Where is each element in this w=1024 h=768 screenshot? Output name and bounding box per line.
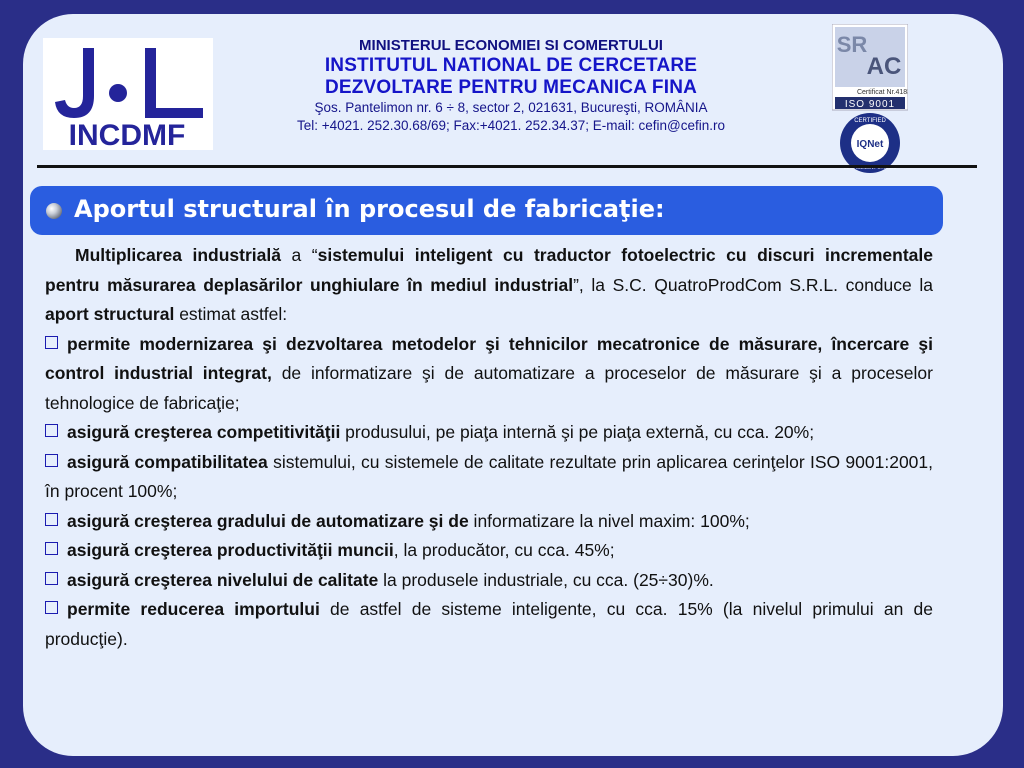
checkbox-bullet-icon <box>45 572 58 585</box>
list-item: asigură creşterea nivelului de calitate la produsele industriale, cu cca. (25÷30)%. <box>45 566 933 596</box>
institute-contact: Tel: +4021. 252.30.68/69; Fax:+4021. 252.34.37; E-mail: cefin@cefin.ro <box>297 118 725 133</box>
incdmf-logo-text: INCDMF <box>68 119 186 150</box>
checkbox-bullet-icon <box>45 454 58 467</box>
intro-paragraph: Multiplicarea industrială a “sistemului inteligent cu traductor fotoelectric cu discuri incrementale pentru măsurarea deplasărilor unghiulare în mediul industrial”, la S.C. QuatroProdCom S.R.L. conduce la aport structural estimat astfel: <box>45 245 933 324</box>
incdmf-logo <box>43 38 213 150</box>
institute-name-line2: DEZVOLTARE PENTRU MECANICA FINA <box>324 77 698 98</box>
svg-text:ISO 9001: ISO 9001 <box>844 99 896 110</box>
list-item: asigură creşterea productivităţii muncii, la producător, cu cca. 45%; <box>45 536 933 566</box>
slide-body <box>45 241 933 654</box>
svg-text:IQNet: IQNet <box>856 139 884 150</box>
svg-text:Certificat Nr.4183: Certificat Nr.4183 <box>856 89 908 96</box>
checkbox-bullet-icon <box>45 336 58 349</box>
list-item: asigură creşterea competitivităţii produsului, pe piaţa internă şi pe piaţa externă, cu cca. 20%; <box>45 418 933 448</box>
header-institution <box>236 36 786 135</box>
checkbox-bullet-icon <box>45 542 58 555</box>
svg-text:AC: AC <box>866 53 902 80</box>
list-item: asigură creşterea gradului de automatizare şi de informatizare la nivel maxim: 100%; <box>45 507 933 537</box>
institute-address: Şos. Pantelimon nr. 6 ÷ 8, sector 2, 021631, Bucureşti, ROMÂNIA <box>314 100 708 115</box>
list-item: asigură compatibilitatea sistemului, cu sistemele de calitate rezultate prin aplicarea cerinţelor ISO 9001:2001, în procent 100%; <box>45 451 934 501</box>
section-title-bar <box>30 186 943 235</box>
checkbox-bullet-icon <box>45 513 58 526</box>
section-title: Aportul structural în procesul de fabricaţie: <box>74 195 665 223</box>
list-item: permite reducerea importului de astfel de sisteme inteligente, cu cca. 15% (la nivelul primului an de producţie). <box>45 599 933 649</box>
header-divider <box>37 165 977 168</box>
srac-logo <box>832 24 908 110</box>
bullet-sphere-icon <box>46 203 62 219</box>
checkbox-bullet-icon <box>45 424 58 437</box>
institute-name-line1: INSTITUTUL NATIONAL DE CERCETARE <box>324 55 698 76</box>
checkbox-bullet-icon <box>45 601 58 614</box>
svg-text:CERTIFIED: CERTIFIED <box>854 118 886 124</box>
certification-logos <box>832 24 908 174</box>
ministry-name: MINISTERUL ECONOMIEI SI COMERTULUI <box>359 37 663 54</box>
iqnet-logo <box>840 113 900 173</box>
svg-text:SR: SR <box>836 32 868 57</box>
list-item: permite modernizarea şi dezvoltarea metodelor şi tehnicilor mecatronice de măsurare, încercare şi control industrial integrat, de informatizare şi de automatizare a proceselor de măsurare şi a proceselor tehnologice de fabricaţie; <box>45 333 933 413</box>
